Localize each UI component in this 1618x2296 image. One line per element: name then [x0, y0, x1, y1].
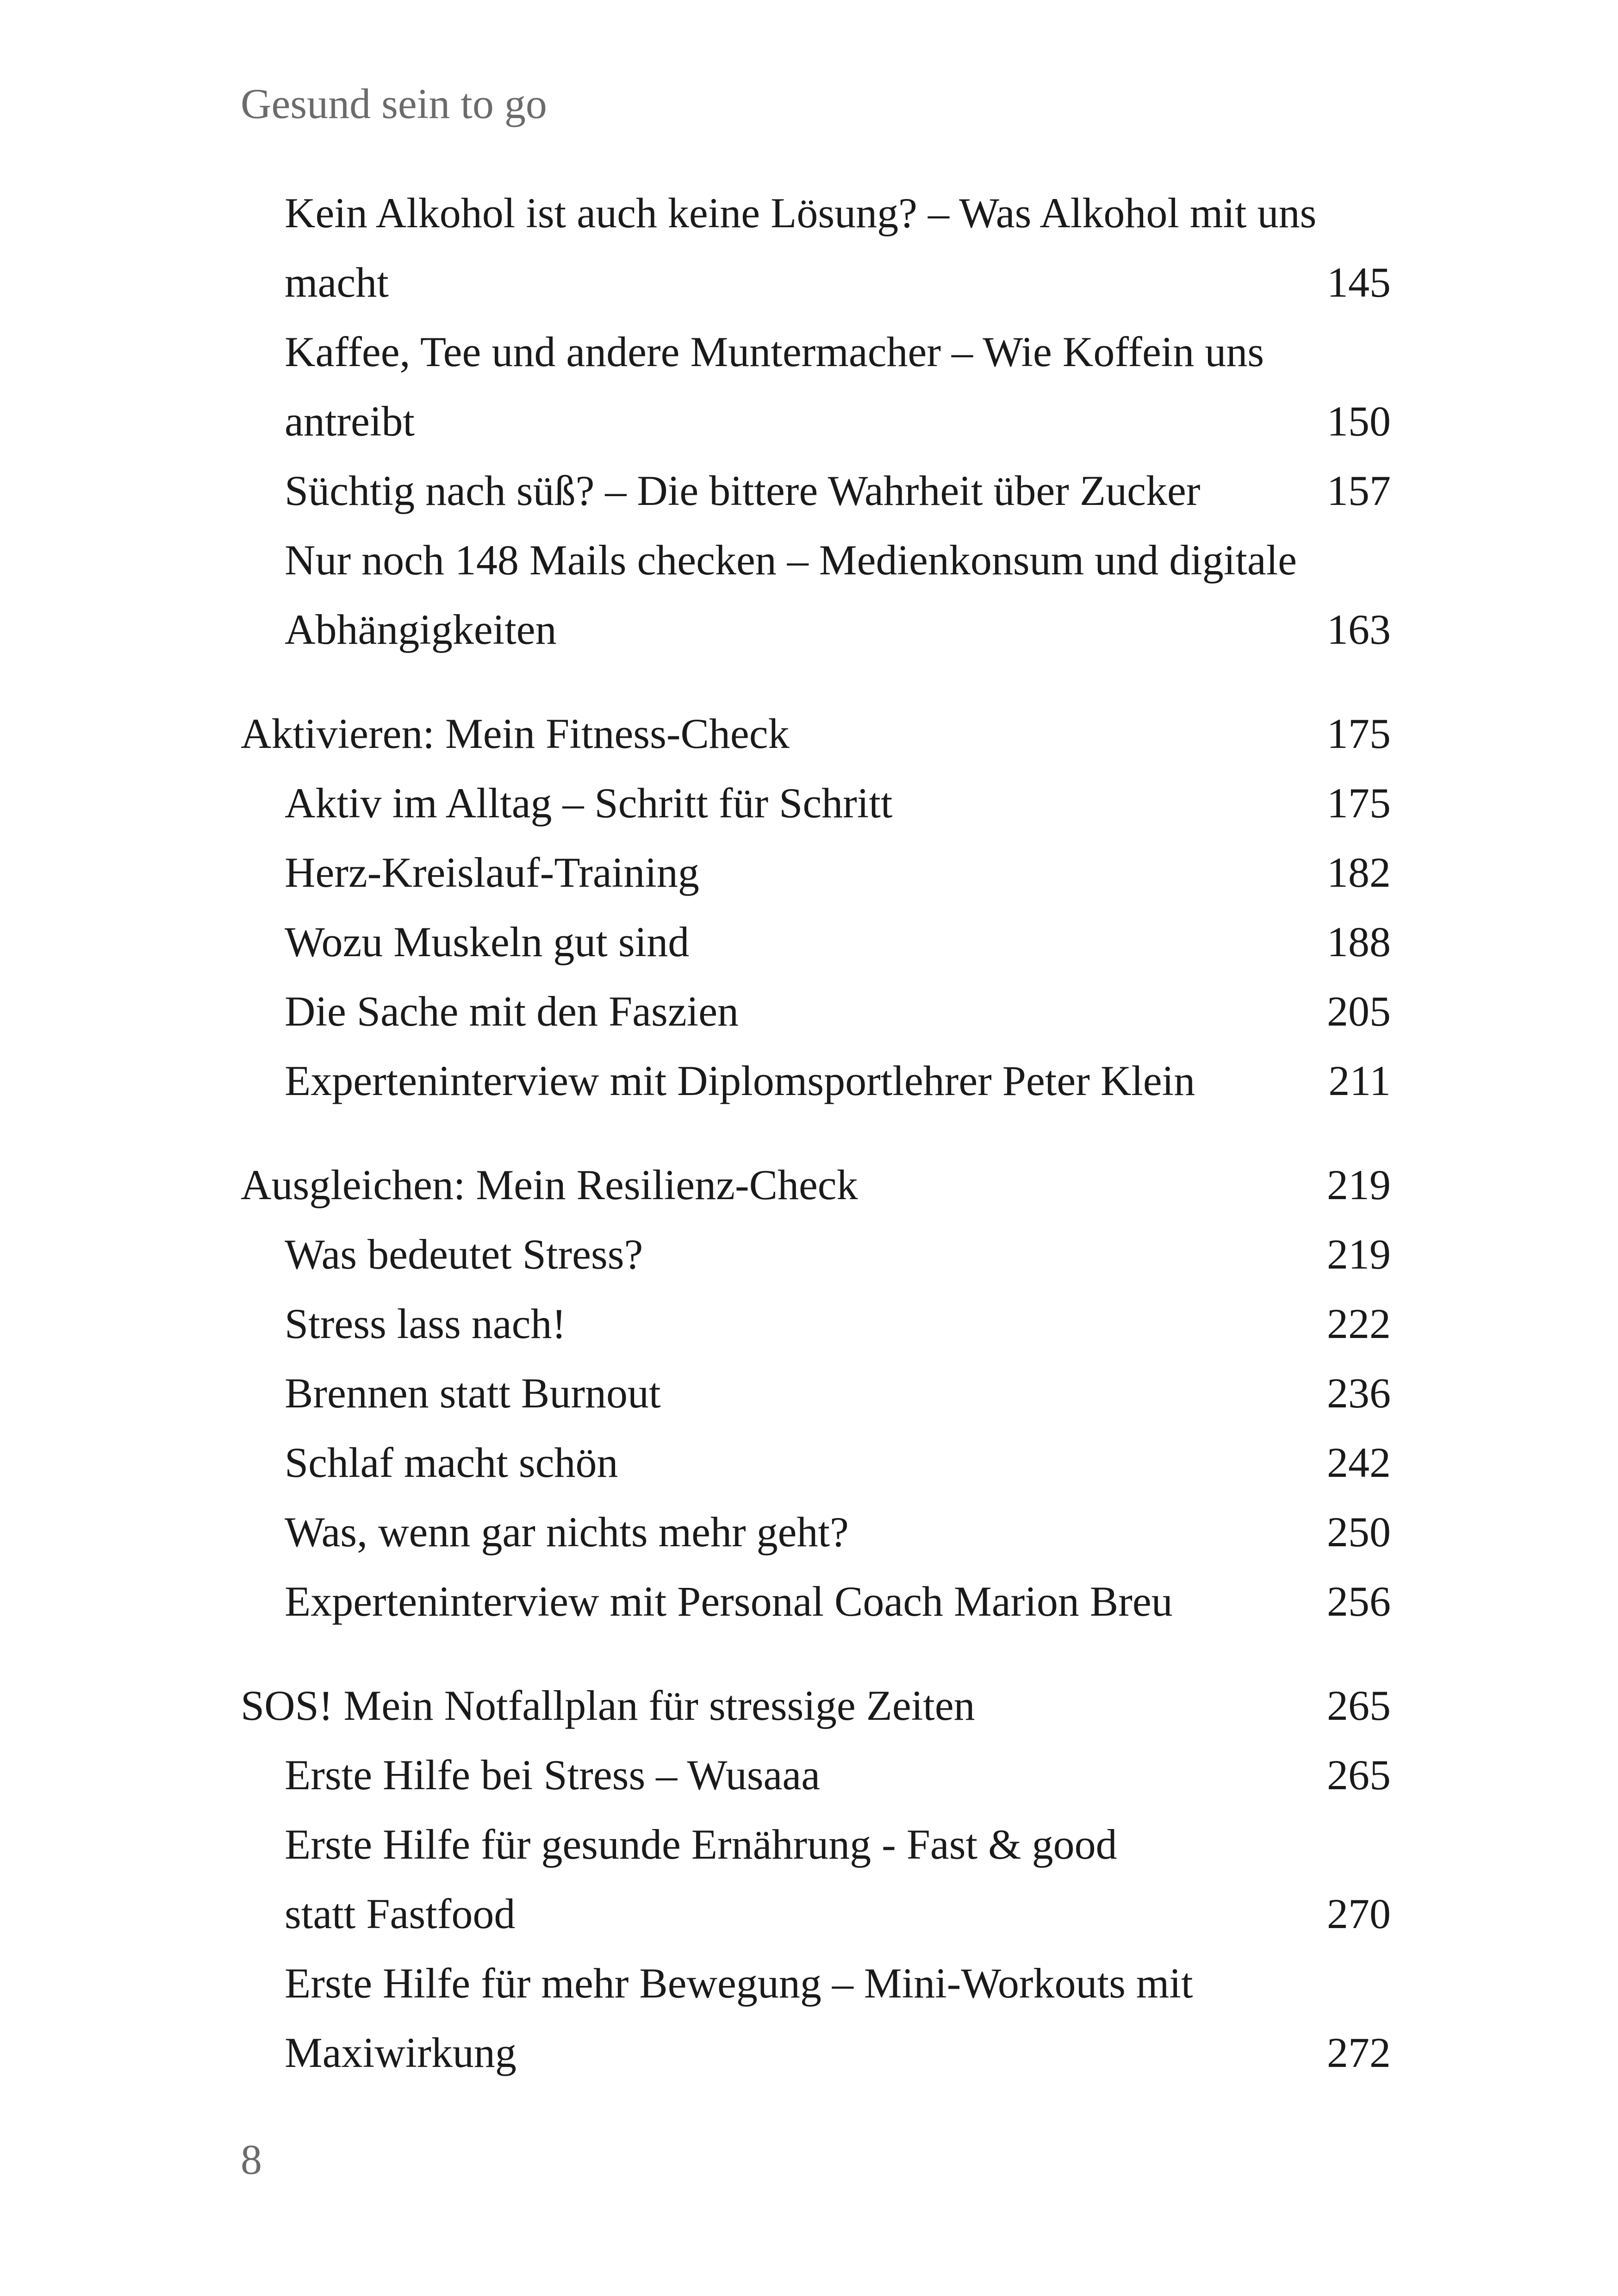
page-number: 8	[241, 2136, 262, 2183]
toc-entry-title-line: Süchtig nach süß? – Die bittere Wahrheit über Zucker	[285, 467, 1201, 514]
toc-entry-title-line: Herz-Kreislauf-Training	[285, 849, 699, 896]
toc-entry-page-number: 157	[1327, 467, 1391, 514]
toc-section	[241, 178, 1391, 664]
toc-entry-page-number: 272	[1327, 2029, 1391, 2076]
toc-entry-title-line: Brennen statt Burnout	[285, 1369, 661, 1417]
toc-entry-title-line: Experteninterview mit Diplomsportlehrer Peter Klein	[285, 1057, 1195, 1104]
toc-subchapter-entry	[241, 1220, 1391, 1289]
toc-section	[241, 699, 1391, 1115]
toc-entry-title-line: Schlaf macht schön	[285, 1439, 618, 1486]
toc-entry-page-number: 242	[1327, 1439, 1391, 1486]
toc-entry-title-line: Erste Hilfe für gesunde Ernährung - Fast & good	[285, 1821, 1117, 1868]
toc-entry-title-line: statt Fastfood	[285, 1890, 516, 1937]
toc-entry-page-number: 211	[1328, 1057, 1391, 1104]
toc-entry-title-line: antreibt	[285, 398, 415, 445]
toc-entry-title-line: Erste Hilfe bei Stress – Wusaaa	[285, 1751, 821, 1798]
toc-entry-page-number: 150	[1327, 398, 1391, 445]
toc-subchapter-entry	[241, 1358, 1391, 1428]
toc-entry-page-number: 219	[1327, 1161, 1391, 1208]
toc-entry-title-line: Maxiwirkung	[285, 2029, 517, 2076]
toc-chapter-entry	[241, 699, 1391, 768]
toc-subchapter-entry	[241, 525, 1391, 664]
toc-entry-title-line: Wozu Muskeln gut sind	[285, 918, 690, 965]
toc-subchapter-entry	[241, 907, 1391, 977]
toc-entry-title-line: Abhängigkeiten	[285, 606, 557, 653]
toc-subchapter-entry	[241, 317, 1391, 456]
toc-entry-page-number: 265	[1327, 1751, 1391, 1798]
toc-entry-page-number: 175	[1327, 710, 1391, 757]
toc-chapter-entry	[241, 1150, 1391, 1220]
toc-entry-title-line: Experteninterview mit Personal Coach Marion Breu	[285, 1578, 1173, 1625]
toc-subchapter-entry	[241, 1046, 1391, 1115]
toc-entry-title-line: Erste Hilfe für mehr Bewegung – Mini-Workouts mit	[285, 1960, 1193, 2007]
toc-entry-title-line: Kaffee, Tee und andere Muntermacher – Wie Koffein uns	[285, 328, 1264, 375]
toc-entry-title-line: Nur noch 148 Mails checken – Medienkonsum und digitale	[285, 536, 1297, 584]
toc-subchapter-entry	[241, 1740, 1391, 1810]
toc-entry-page-number: 175	[1327, 779, 1391, 827]
toc-subchapter-entry	[241, 1567, 1391, 1636]
toc-entry-page-number: 188	[1327, 918, 1391, 965]
toc-entry-page-number: 145	[1327, 259, 1391, 306]
toc-entry-page-number: 182	[1327, 849, 1391, 896]
toc-subchapter-entry	[241, 838, 1391, 907]
toc-entry-page-number: 163	[1327, 606, 1391, 653]
toc-entry-title-line: Die Sache mit den Faszien	[285, 988, 739, 1035]
toc-entry-title-line: Was, wenn gar nichts mehr geht?	[285, 1508, 849, 1556]
toc-entry-title-line: Ausgleichen: Mein Resilienz-Check	[241, 1161, 858, 1208]
toc-entry-title-line: SOS! Mein Notfallplan für stressige Zeiten	[241, 1682, 975, 1729]
toc-entry-title-line: Aktivieren: Mein Fitness-Check	[241, 710, 790, 757]
toc-entry-page-number: 250	[1327, 1508, 1391, 1556]
toc-subchapter-entry	[241, 1497, 1391, 1567]
toc-subchapter-entry	[241, 178, 1391, 317]
toc-subchapter-entry	[241, 977, 1391, 1046]
toc-subchapter-entry	[241, 456, 1391, 525]
toc-section	[241, 1150, 1391, 1636]
toc-chapter-entry	[241, 1671, 1391, 1740]
toc-subchapter-entry	[241, 768, 1391, 838]
toc-subchapter-entry	[241, 1428, 1391, 1497]
toc-entry-page-number: 236	[1327, 1369, 1391, 1417]
toc-entry-title-line: Was bedeutet Stress?	[285, 1231, 643, 1278]
running-header: Gesund sein to go	[241, 80, 547, 127]
toc-entry-page-number: 222	[1327, 1300, 1391, 1347]
table-of-contents	[241, 178, 1391, 2087]
toc-entry-page-number: 205	[1327, 988, 1391, 1035]
toc-subchapter-entry	[241, 1289, 1391, 1358]
toc-entry-title-line: Aktiv im Alltag – Schritt für Schritt	[285, 779, 893, 827]
toc-entry-page-number: 270	[1327, 1890, 1391, 1937]
toc-entry-page-number: 219	[1327, 1231, 1391, 1278]
toc-entry-title-line: Stress lass nach!	[285, 1300, 566, 1347]
toc-entry-title-line: Kein Alkohol ist auch keine Lösung? – Was Alkohol mit uns	[285, 189, 1317, 236]
toc-entry-title-line: macht	[285, 259, 389, 306]
toc-subchapter-entry	[241, 1810, 1391, 1948]
toc-subchapter-entry	[241, 1948, 1391, 2087]
toc-entry-page-number: 256	[1327, 1578, 1391, 1625]
toc-section	[241, 1671, 1391, 2087]
toc-entry-page-number: 265	[1327, 1682, 1391, 1729]
